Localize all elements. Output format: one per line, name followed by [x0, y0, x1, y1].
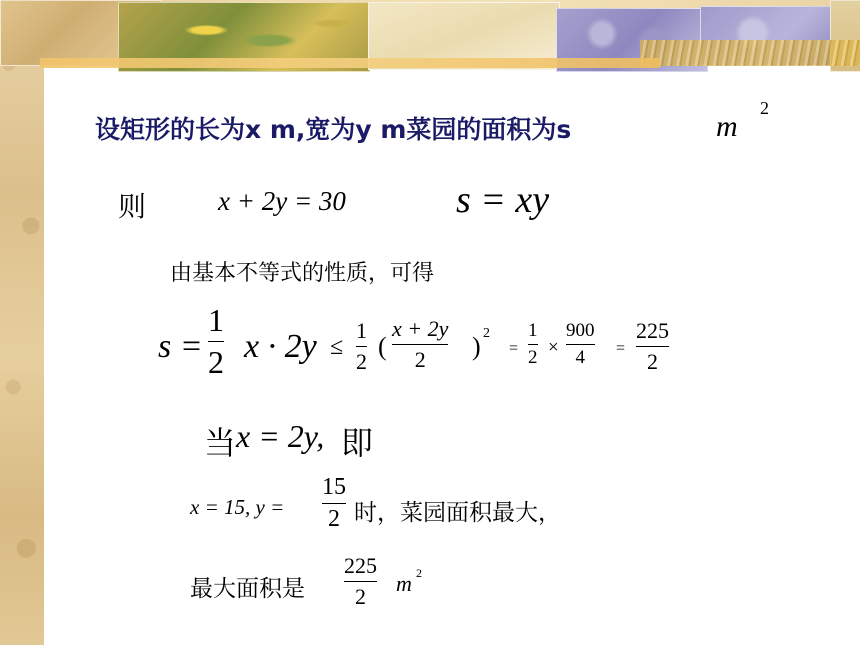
header-wheat-image [640, 40, 860, 66]
inequality-intro: 由基本不等式的性质，可得 [170, 261, 435, 286]
unit-m: m [716, 110, 738, 143]
fraction-result: 225 2 [636, 318, 669, 374]
area-equation: s = xy [456, 179, 550, 221]
equality-condition: x = 2y, [236, 418, 325, 454]
namely-label: 即 [341, 424, 374, 462]
fraction-one-half: 1 2 [208, 302, 224, 380]
fraction-mean: x + 2y 2 [392, 316, 449, 372]
le-sign: ≤ [330, 334, 344, 360]
right-paren: ) [472, 332, 481, 361]
product-term: x · 2y [244, 328, 317, 365]
then-label: 则 [118, 190, 147, 223]
optimal-values: x = 15, y = [190, 495, 285, 519]
constraint-equation: x + 2y = 30 [218, 186, 346, 216]
s-equals: s = [158, 328, 203, 365]
fraction-max-area: 225 2 [344, 553, 377, 609]
fraction-900-4: 900 4 [566, 320, 595, 368]
max-condition-text: 时，菜园面积最大， [354, 500, 561, 526]
equals-sign: = [616, 340, 626, 357]
left-paren: ( [378, 332, 387, 361]
when-label: 当 [204, 424, 237, 462]
header-gold-strip [40, 58, 660, 68]
equals-sign: = [509, 340, 519, 357]
fraction-15-2: 15 2 [322, 474, 346, 532]
parchment-border [0, 0, 44, 645]
max-area-unit: m [396, 571, 412, 596]
max-area-label: 最大面积是 [190, 576, 305, 602]
definition-text: 设矩形的长为x m,宽为y m菜园的面积为s [95, 115, 572, 144]
fraction-one-half-tiny: 1 2 [528, 320, 538, 368]
max-area-exponent: 2 [416, 566, 422, 580]
square-exponent: 2 [483, 326, 490, 341]
fraction-one-half-small: 1 2 [356, 318, 367, 374]
unit-exponent: 2 [760, 98, 769, 118]
times-sign: × [548, 337, 559, 358]
